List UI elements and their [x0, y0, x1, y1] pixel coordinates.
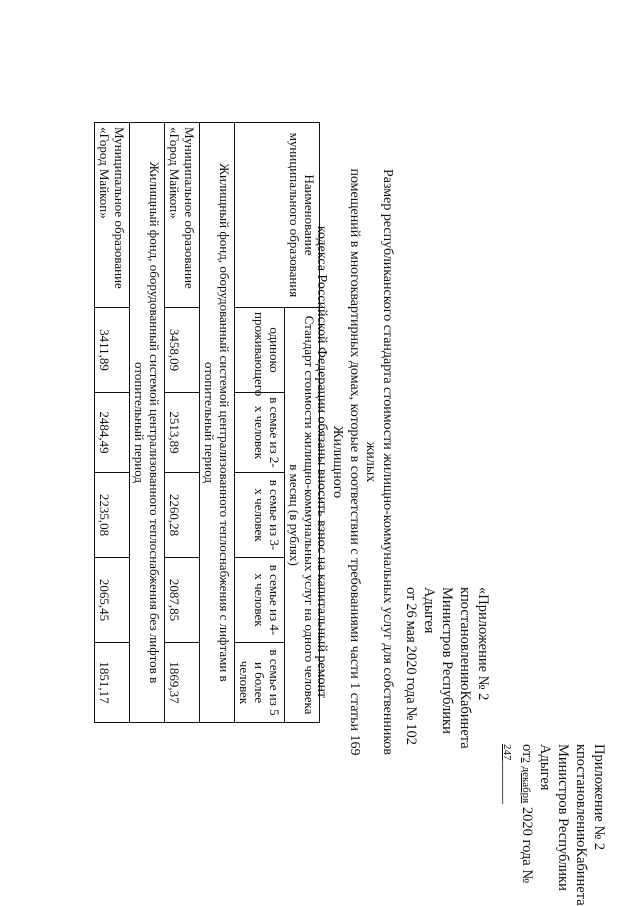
appendix-date-line: от2 декабря 2020 года № 247______	[500, 744, 535, 884]
value-cell: 1851,17	[95, 643, 130, 723]
value-cell: 2484,49	[95, 393, 130, 473]
municipality-name: Муниципальное образование «Город Майкоп»	[95, 123, 130, 308]
appendix-word: Кабинета	[457, 690, 473, 749]
title-line: кодекса Российской Федерации обязаны вносить взнос на капитальный ремонт	[314, 225, 329, 699]
subheader-cell: в семье из 5 и более человек	[235, 643, 285, 723]
document-title	[313, 162, 396, 762]
value-cell: 2235,08	[95, 473, 130, 558]
rotated-document-page	[0, 12, 640, 906]
appendix-word: к	[573, 744, 589, 752]
appendix-word: от	[519, 744, 535, 758]
title-line: помещений в многоквартирных домах, которые в соответствии с требованиями части 1 статьи 169 Жилищного	[330, 168, 362, 756]
appendix-word: 26	[403, 603, 419, 618]
appendix-word: постановлению	[573, 751, 589, 848]
header-standard: Стандарт стоимости жилищно-коммунальных услуг на одного человека в месяц (в рублях)	[285, 308, 320, 723]
appendix-word: 2020	[403, 645, 419, 675]
subheader-cell: одиноко проживающего	[235, 308, 285, 393]
standard-cost-table	[94, 122, 320, 723]
appendix-month: декабря	[520, 766, 532, 804]
subheader-cell: в семье из 4-х человек	[235, 558, 285, 643]
title-line: Размер республиканского стандарта стоимости жилищно-коммунальных услуг для собственников жилых	[363, 168, 395, 756]
appendix-word: 102	[403, 723, 419, 745]
value-cell: 1869,37	[165, 643, 200, 723]
appendix-line	[456, 587, 474, 749]
value-cell: 3458,09	[165, 308, 200, 393]
appendix-word: года	[403, 677, 419, 704]
table-section-row	[200, 123, 235, 723]
appendix-date-line	[402, 587, 420, 745]
appendix-number: 247	[501, 744, 513, 761]
table-section-row	[130, 123, 165, 723]
appendix-block-previous	[402, 587, 492, 749]
appendix-line	[572, 744, 590, 906]
subheader-cell: в семье из 2-х человек	[235, 393, 285, 473]
table-row	[165, 123, 200, 723]
appendix-word: мая	[403, 620, 419, 643]
table-header-row	[285, 123, 320, 723]
value-cell: 2065,45	[95, 558, 130, 643]
appendix-day: 2	[520, 757, 532, 763]
appendix-word: №	[403, 706, 419, 721]
table-row	[95, 123, 130, 723]
subheader-cell: в семье из 3-х человек	[235, 473, 285, 558]
appendix-line: Министров Республики Адыгея	[537, 744, 571, 891]
appendix-word: к	[457, 587, 473, 595]
value-cell: 2087,85	[165, 558, 200, 643]
appendix-title: Приложение № 2	[591, 744, 607, 851]
appendix-title: «Приложение № 2	[475, 587, 491, 701]
value-cell: 2513,89	[165, 393, 200, 473]
appendix-word: постановлению	[457, 594, 473, 691]
appendix-word: 2020 года №	[519, 806, 535, 884]
value-cell: 3411,89	[95, 308, 130, 393]
header-municipality: Наименование муниципального образования	[235, 123, 320, 308]
appendix-word: Кабинета	[573, 847, 589, 906]
municipality-name: Муниципальное образование «Город Майкоп»	[165, 123, 200, 308]
appendix-word: от	[403, 587, 419, 601]
value-cell: 2260,28	[165, 473, 200, 558]
section-heading: Жилищный фонд, оборудованный системой централизованного теплоснабжения с лифтами в отопительный период	[200, 123, 235, 723]
appendix-line: Министров Республики Адыгея	[421, 587, 455, 734]
appendix-block-current	[498, 744, 608, 906]
section-heading: Жилищный фонд, оборудованный системой централизованного теплоснабжения без лифтов в отопительный период	[130, 123, 165, 723]
